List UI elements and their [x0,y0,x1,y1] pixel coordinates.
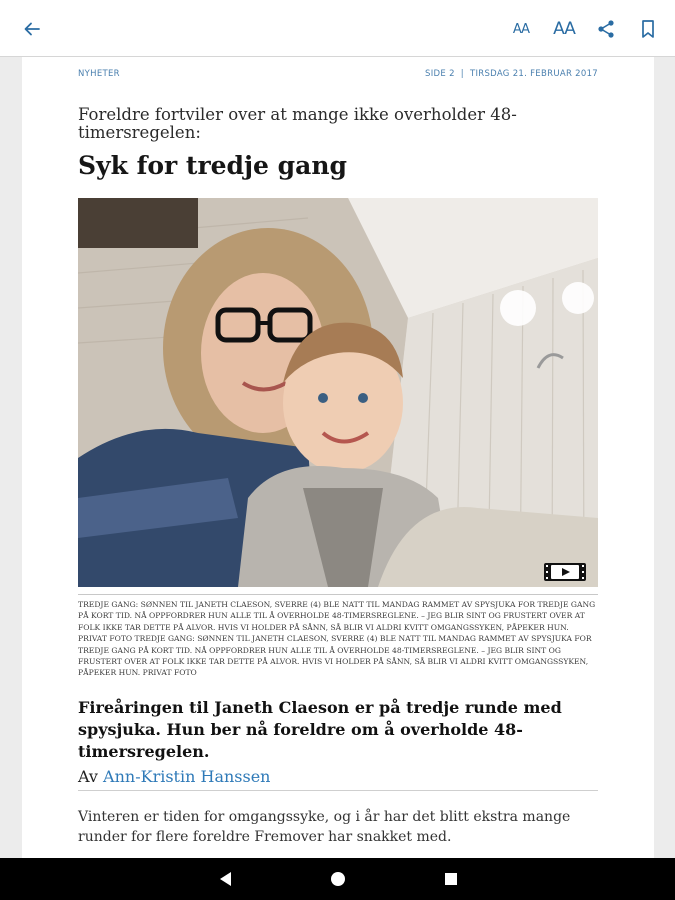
article-page [22,57,654,858]
page-header-row [78,69,598,83]
font-size-decrease-icon: AA [512,21,530,37]
font-size-increase-icon: AA [553,19,575,39]
byline-divider [78,790,598,791]
share-icon [596,19,616,39]
circle-home-icon [327,868,349,890]
video-play-button[interactable] [544,563,586,581]
back-button[interactable] [17,14,47,44]
article-lead: Fireåringen til Janeth Claeson er på tredje runde med spysjuka. Hun ber nå foreldre om å overholde 48- timersregelen. [78,698,562,761]
font-size-increase-button[interactable] [549,14,579,44]
photo-illustration [78,198,598,587]
font-size-decrease-button[interactable] [506,14,536,44]
byline-prefix: Av [78,767,98,786]
system-navigation-bar [0,858,675,900]
video-play-icon [544,563,586,581]
caption-divider [78,594,598,595]
article-body: Vinteren er tiden for omgangssyke, og i år har det blitt ekstra mange runder for flere foreldre Fremover har snakket med. [78,809,571,845]
byline [78,767,270,786]
nav-recents-button[interactable] [440,868,462,890]
author-link[interactable]: Ann-Kristin Hanssen [103,767,271,786]
section-label: NYHETER [78,69,120,79]
article-headline: Syk for tredje gang [78,151,348,180]
photo-caption: TREDJE GANG: SØNNEN TIL JANETH CLAESON, SVERRE (4) BLE NATT TIL MANDAG RAMMET AV SPYSJUKA FOR TREDJE GANG PÅ KORT TID. NÅ OPPFORDRER HUN ALLE TIL Å OVERHOLDE 48-TIMERSREGLENE. – JEG BLIR SINT OG FRUSTERT OVER AT FOLK IKKE TAR DETTE PÅ ALVOR. HVIS VI HOLDER PÅ SÅNN, SÅ BLIR VI ALDRI KVITT OMGANGSSYKEN, PÅPEKER HUN. PRIVAT FOTO TREDJE GANG: SØNNEN TIL JANETH CLAESON, SVERRE (4) BLE NATT TIL MANDAG RAMMET AV SPYSJUKA FOR TREDJE GANG PÅ KORT TID. NÅ OPPFORDRER HUN ALLE TIL Å OVERHOLDE 48-TIMERSREGLENE. – JEG BLIR SINT OG FRUSTERT OVER AT FOLK IKKE TAR DETTE PÅ ALVOR. HVIS VI HOLDER PÅ SÅNN, SÅ BLIR VI ALDRI KVITT OMGANGSSYKEN, PÅPEKER HUN. PRIVAT FOTO [78,600,596,678]
article-subheadline: Foreldre fortviler over at mange ikke overholder 48-timersregelen: [78,105,517,142]
arrow-left-icon [23,20,41,38]
share-button[interactable] [591,14,621,44]
article-photo[interactable] [78,198,598,587]
square-recents-icon [440,868,462,890]
triangle-back-icon [215,868,237,890]
nav-home-button[interactable] [327,868,349,890]
page-info: SIDE 2 | TIRSDAG 21. FEBRUAR 2017 [425,69,598,79]
nav-back-button[interactable] [215,868,237,890]
top-app-bar [0,0,675,57]
bookmark-icon [640,19,656,39]
bookmark-button[interactable] [633,14,663,44]
